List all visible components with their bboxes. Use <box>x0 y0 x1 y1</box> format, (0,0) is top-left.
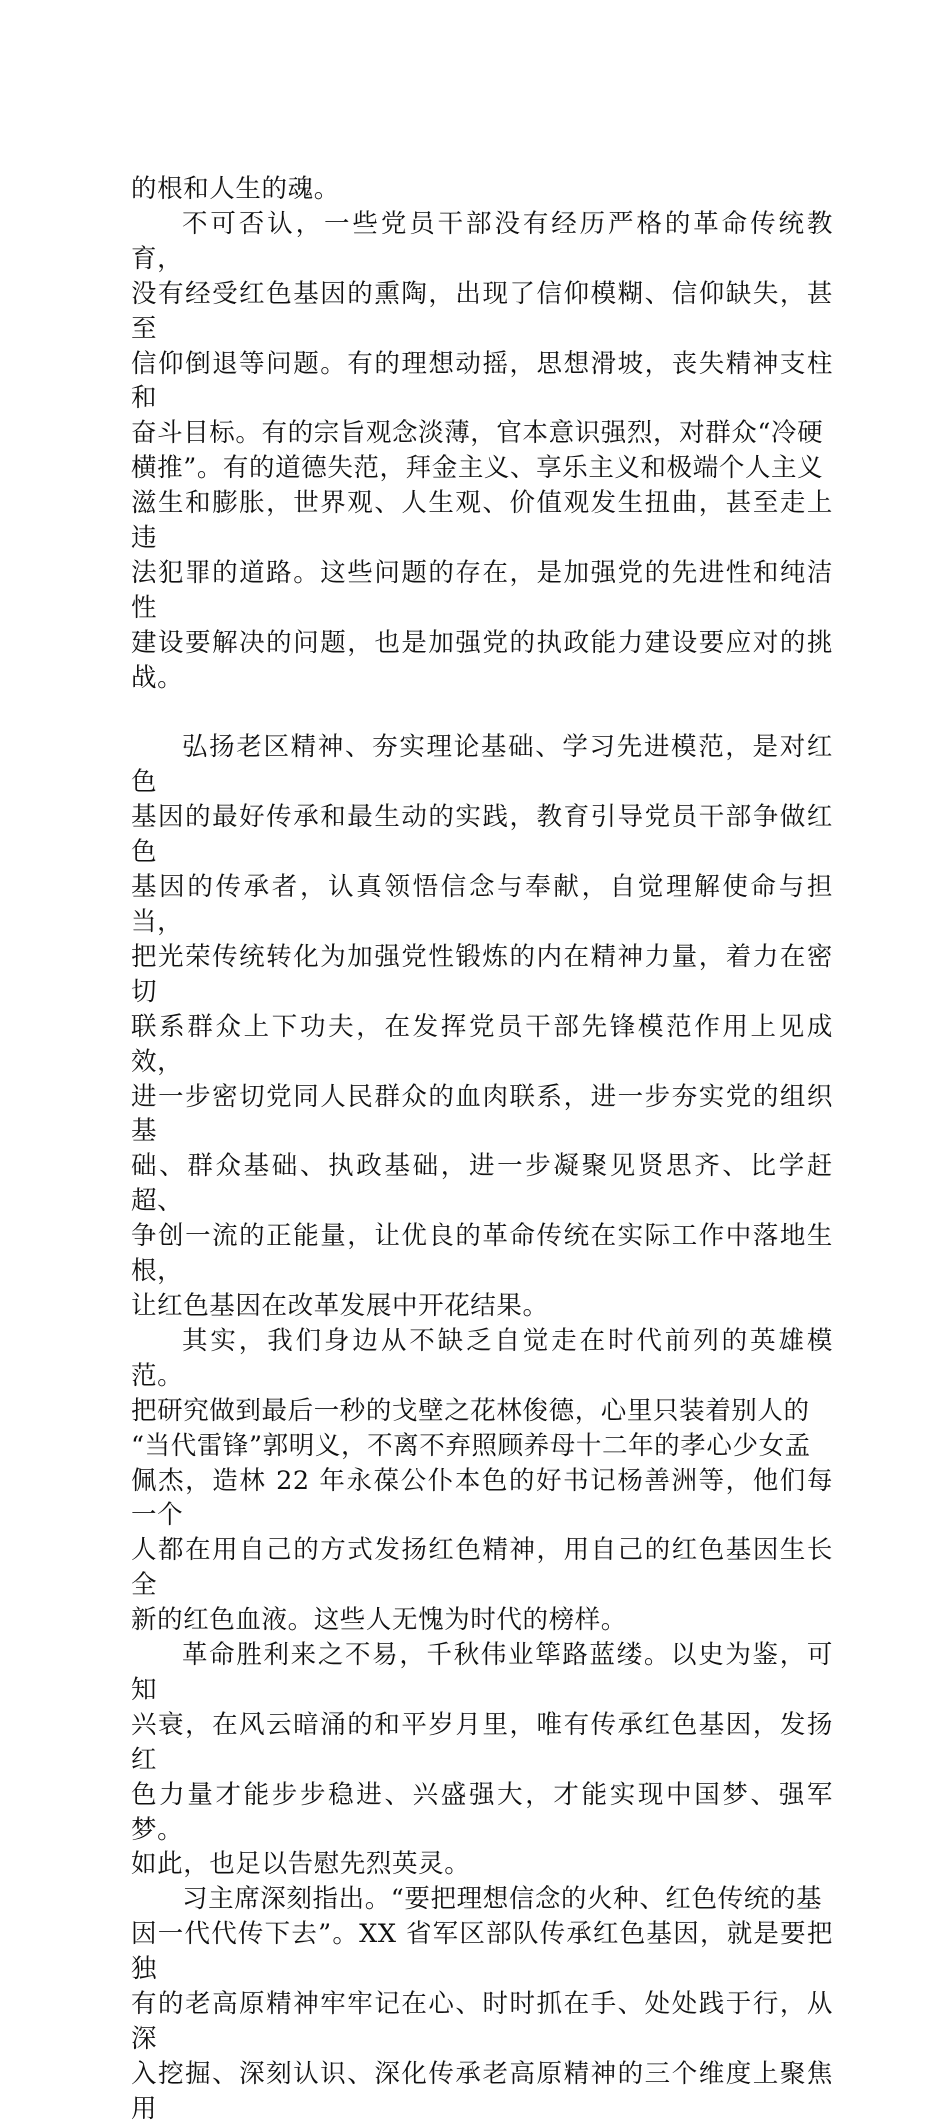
paragraph-5: 革命胜利来之不易，千秋伟业筚路蓝缕。以史为鉴，可知 兴衰，在风云暗涌的和平岁月里，唯有传承红色基因，发扬红 色力量才能步步稳进、兴盛强大，才能实现中国梦、强军梦。 如此，也足以告慰先烈英灵。 <box>131 1640 833 1880</box>
paragraph-gap <box>131 696 833 731</box>
paragraph-1: 的根和人生的魂。 <box>131 174 340 204</box>
paragraph-4: 其实，我们身边从不缺乏自觉走在时代前列的英雄模范。 把研究做到最后一秒的戈壁之花林俊德，心里只装着别人的 “当代雷锋”郭明义，不离不弃照顾养母十二年的孝心少女孟 佩杰，造林 22 年永葆公仆本色的好书记杨善洲等，他们每一个 人都在用自己的方式发扬红色精神，用自己的红色基因生长全 新的红色血液。这些人无愧为时代的榜样。 <box>131 1325 833 1636</box>
paragraph-3: 弘扬老区精神、夯实理论基础、学习先进模范，是对红色 基因的最好传承和最生动的实践，教育引导党员干部争做红色 基因的传承者，认真领悟信念与奉献，自觉理解使命与担当， 把光荣传统转化为加强党性锻炼的内在精神力量，着力在密切 联系群众上下功夫，在发挥党员干部先锋模范作用上见成效， 进一步密切党同人民群众的血肉联系，进一步夯实党的组织基 础、群众基础、执政基础，进一步凝聚见贤思齐、比学赶超、 争创一流的正能量，让优良的革命传统在实际工作中落地生根， 让红色基因在改革发展中开花结果。 <box>131 732 833 1321</box>
document-body <box>131 172 833 2127</box>
paragraph-6: 习主席深刻指出。“要把理想信念的火种、红色传统的基 因一代代传下去”。XX 省军区部队传承红色基因，就是要把独 有的老高原精神牢牢记在心、时时抓在手、处处践于行，从深 入挖掘、深刻认识、深化传承老高原精神的三个维度上聚焦用 <box>131 1884 833 2124</box>
paragraph-2: 不可否认，一些党员干部没有经历严格的革命传统教育， 没有经受红色基因的熏陶，出现了信仰模糊、信仰缺失，甚至 信仰倒退等问题。有的理想动摇，思想滑坡，丧失精神支柱和 奋斗目标。有的宗旨观念淡薄，官本意识强烈，对群众“冷硬 横推”。有的道德失范，拜金主义、享乐主义和极端个人主义 滋生和膨胀，世界观、人生观、价值观发生扭曲，甚至走上违 法犯罪的道路。这些问题的存在，是加强党的先进性和纯洁性 建设要解决的问题，也是加强党的执政能力建设要应对的挑战。 <box>131 208 833 693</box>
